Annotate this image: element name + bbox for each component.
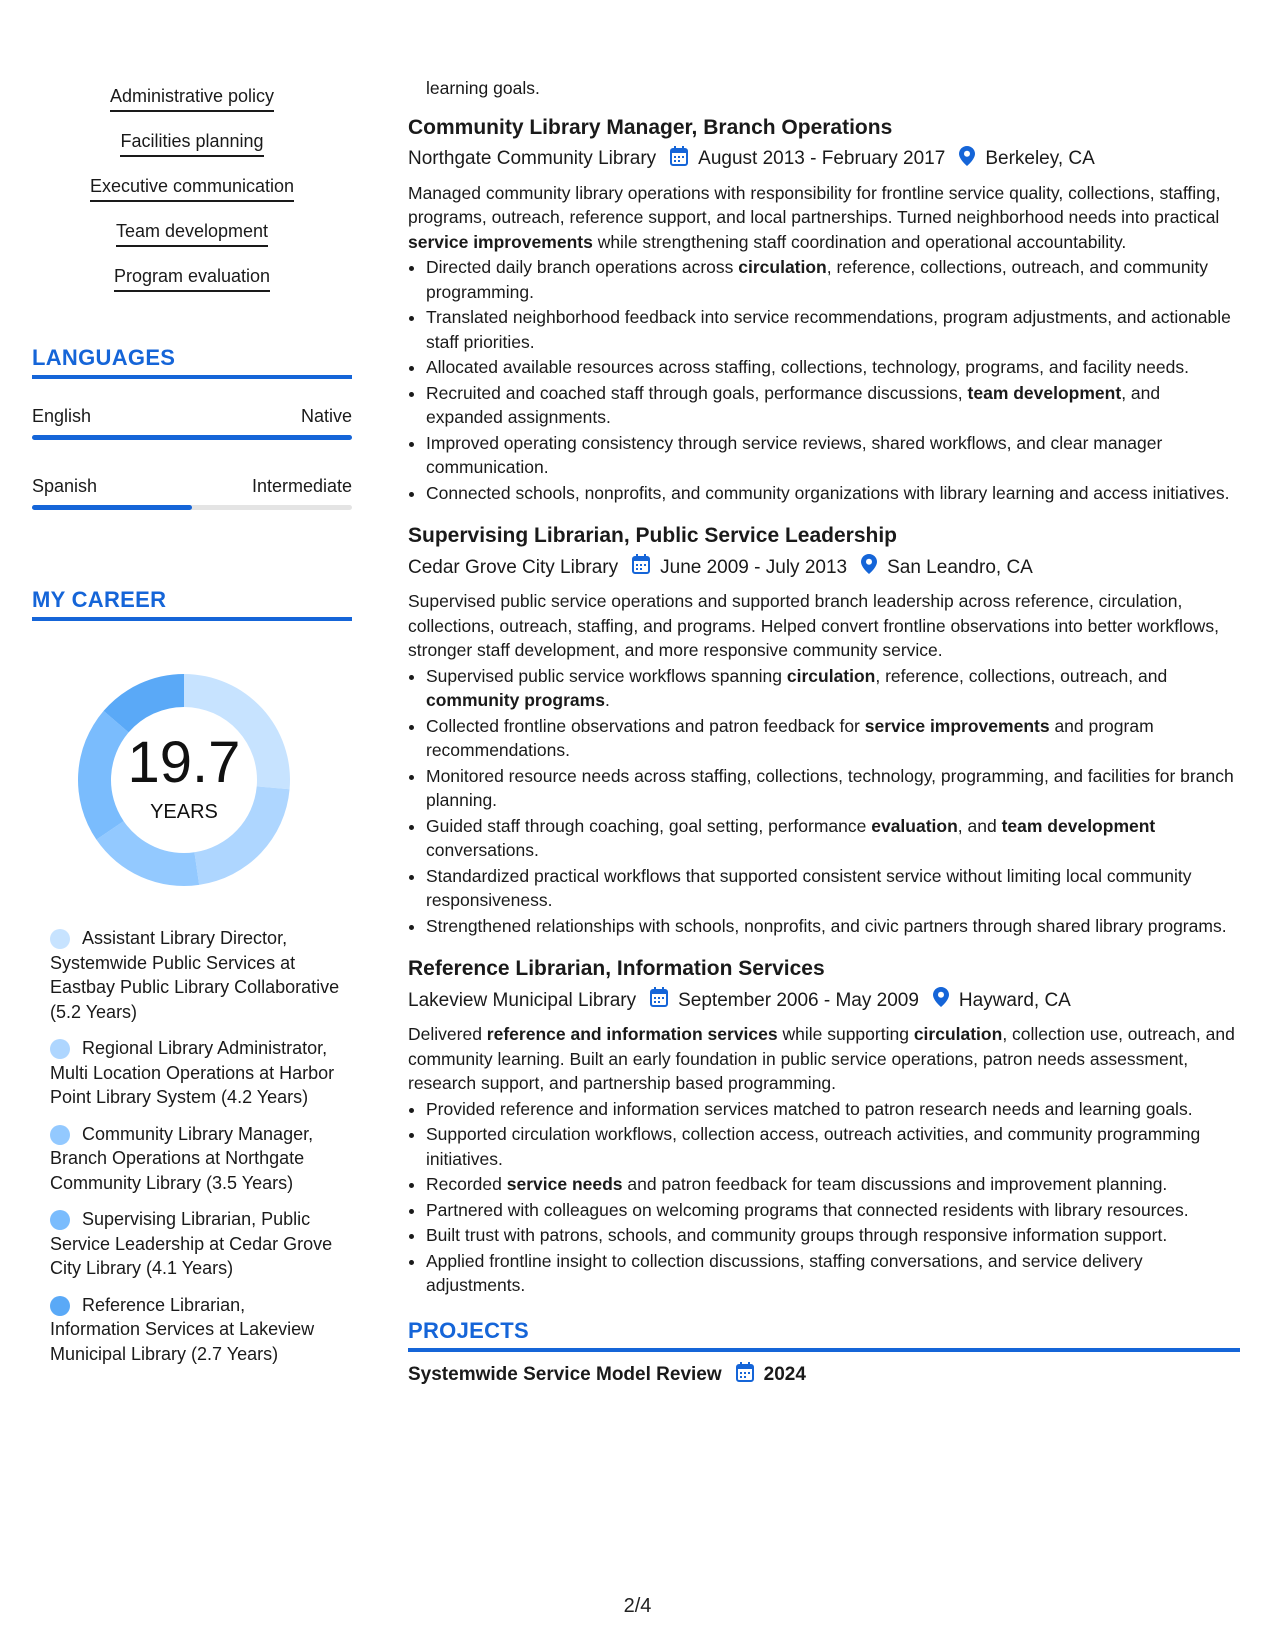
job-title: Community Library Manager, Branch Operations [408,115,893,139]
text-run: Directed daily branch operations across [426,257,739,277]
emphasis-text: circulation [913,1024,1003,1044]
career-legend-dot [50,929,70,949]
calendar-icon [650,987,668,1014]
text-run: Monitored resource needs across staffing, collections, technology, programming, and facilities for branch planning. [426,765,1234,810]
job-organization: Cedar Grove City Library [408,556,619,578]
continued-fragment: learning goals. [426,78,540,98]
job-summary [408,1022,1240,1096]
career-legend-dot [50,1296,70,1316]
job-dates: August 2013 - February 2017 [698,148,946,169]
job-location: San Leandro, CA [887,556,1033,578]
career-legend-item: Community Library Manager, Branch Operations at Northgate Community Library (3.5 Years) [50,1123,314,1193]
job-bullet [426,864,1240,913]
projects-section [408,1318,1240,1389]
text-run: Supervised public service operations and supported branch leadership across reference, circulation, collections, outreach, staffing, and programs. Helped convert frontline observations into better workflows, stronger staff development, and more responsive community service. [408,591,1219,660]
skill-item: Program evaluation [114,264,270,292]
text-run: Built trust with patrons, schools, and community groups through responsive information support. [426,1225,1168,1245]
calendar-icon [736,1362,754,1389]
job-location: Berkeley, CA [985,148,1095,169]
emphasis-text: circulation [786,665,876,686]
language-spanish [32,475,352,510]
skills-list [32,84,352,309]
language-level-fill [32,505,192,510]
job-bullet [426,1198,1240,1223]
job-bullet [426,814,1240,863]
text-run: , collection use, outreach, and community learning. Built an early foundation in public service operations, patron needs assessment, research support, and partnership based programming. [408,1024,1235,1093]
text-run: Recruited and coached staff through goals, performance discussions, [426,382,968,403]
job-meta [408,987,1240,1014]
job-bullet [426,1122,1240,1171]
text-run: Provided reference and information services matched to patron research needs and learning goals. [426,1098,1193,1119]
job-bullet [426,255,1240,304]
job-dates: September 2006 - May 2009 [678,989,919,1011]
page-number: 2/4 [623,1595,652,1617]
emphasis-text: service improvements [864,715,1050,736]
job-bullet [426,1223,1240,1248]
job-bullet [426,1097,1240,1122]
calendar-icon [632,554,650,581]
text-run: , reference, collections, outreach, and community programming. [426,257,1209,302]
location-pin-icon [861,554,877,581]
text-run: , and [957,815,1002,836]
text-run: while supporting [777,1024,914,1044]
text-run: and program recommendations. [426,715,1154,760]
job-summary [408,589,1240,663]
job-bullet [426,305,1240,354]
emphasis-text: service improvements [408,231,593,252]
skill-item: Facilities planning [120,129,263,157]
language-level: Intermediate [251,476,352,496]
job-bullets [408,255,1240,505]
language-english [32,405,352,440]
languages-section [32,345,352,379]
text-run: Partnered with colleagues on welcoming programs that connected residents with library resources. [426,1199,1189,1220]
skill-item: Executive communication [90,174,294,202]
text-run: while strengthening staff coordination and operational accountability. [592,231,1127,252]
location-pin-icon [959,146,975,173]
project-item [408,1362,1240,1389]
project-name: Systemwide Service Model Review [408,1364,722,1385]
job-summary [408,181,1240,255]
career-legend-item: Assistant Library Director, Systemwide Public Services at Eastbay Public Library Collaborative (5.2 Years) [50,928,340,1022]
job-bullet [426,355,1240,380]
language-level: Native [300,406,352,426]
text-run: Strengthened relationships with schools, nonprofits, and civic partners through shared library programs. [426,915,1227,936]
projects-heading: PROJECTS [408,1318,1240,1352]
text-run: Translated neighborhood feedback into service recommendations, program adjustments, and actionable staff priorities. [426,307,1231,352]
emphasis-text: team development [967,382,1122,403]
text-run: Recorded [426,1174,507,1194]
text-run: Connected schools, nonprofits, and community organizations with library learning and access initiatives. [426,482,1230,503]
text-run: Delivered [408,1024,487,1044]
text-run: Allocated available resources across staffing, collections, technology, programs, and facility needs. [426,357,1189,377]
job-bullets [408,664,1240,939]
job-meta [408,554,1240,581]
emphasis-text: reference and information services [486,1024,778,1044]
job-bullet [426,431,1240,480]
career-total-unit: YEARS [150,801,218,823]
project-year: 2024 [763,1364,806,1385]
experience-list [408,115,1240,1298]
job-bullet [426,664,1240,713]
text-run: Supported circulation workflows, collection access, outreach activities, and community programming initiatives. [426,1124,1201,1169]
emphasis-text: service needs [506,1174,623,1194]
career-total-years: 19.7 [127,730,241,795]
emphasis-text: community programs [426,690,605,710]
career-legend-item: Supervising Librarian, Public Service Leadership at Cedar Grove City Library (4.1 Years) [50,1209,333,1278]
language-name: English [32,406,92,426]
job-bullets [408,1097,1240,1298]
skill-item: Team development [116,219,268,247]
job-title: Supervising Librarian, Public Service Leadership [408,524,897,547]
text-run: Applied frontline insight to collection discussions, staffing conversations, and service delivery adjustments. [426,1250,1143,1295]
career-donut-chart [64,660,304,900]
job-bullet [426,1172,1240,1197]
text-run: Collected frontline observations and patron feedback for [426,715,865,736]
emphasis-text: evaluation [871,815,958,836]
career-legend [50,926,340,1378]
career-section [32,587,352,621]
job-bullet [426,714,1240,763]
job-bullet [426,914,1240,939]
languages-heading: LANGUAGES [32,345,352,379]
job-organization: Northgate Community Library [408,148,657,169]
job-entry [408,956,1240,1298]
job-bullet [426,1249,1240,1298]
text-run: Supervised public service workflows spanning [426,665,787,686]
career-legend-dot [50,1210,70,1230]
career-heading: MY CAREER [32,587,352,621]
emphasis-text: team development [1001,815,1156,836]
text-run: conversations. [426,840,539,860]
text-run: Improved operating consistency through service reviews, shared workflows, and clear manager communication. [426,432,1163,477]
job-bullet [426,481,1240,506]
job-bullet [426,381,1240,430]
calendar-icon [670,146,688,173]
job-location: Hayward, CA [958,989,1071,1011]
emphasis-text: circulation [738,257,827,277]
experience-continued [408,76,1240,1389]
text-run: Guided staff through coaching, goal setting, performance [426,815,872,836]
career-legend-item: Reference Librarian, Information Services at Lakeview Municipal Library (2.7 Years) [50,1294,315,1364]
job-entry [408,523,1240,938]
skill-item: Administrative policy [110,84,274,112]
text-run: Standardized practical workflows that supported consistent service without limiting local community responsiveness. [426,865,1192,910]
job-dates: June 2009 - July 2013 [660,556,848,578]
language-level-fill [32,435,352,440]
language-level-bar [32,435,352,440]
text-run: , reference, collections, outreach, and [875,665,1168,686]
career-legend-dot [50,1039,70,1059]
job-meta [408,146,1240,173]
text-run: . [604,690,610,710]
job-title: Reference Librarian, Information Services [408,957,825,980]
job-bullet [426,764,1240,813]
language-level-bar [32,505,352,510]
location-pin-icon [933,987,949,1014]
text-run: and patron feedback for team discussions and improvement planning. [622,1174,1168,1194]
career-legend-item: Regional Library Administrator, Multi Location Operations at Harbor Point Library System (4.2 Years) [50,1038,335,1107]
career-legend-dot [50,1125,70,1145]
text-run: , and expanded assignments. [426,382,1161,427]
job-entry [408,115,1240,506]
job-organization: Lakeview Municipal Library [408,989,637,1011]
language-name: Spanish [32,476,98,496]
text-run: Managed community library operations with responsibility for frontline service quality, collections, staffing, programs, outreach, reference support, and local partnerships. Turned neighborhood needs into practical [408,182,1221,227]
